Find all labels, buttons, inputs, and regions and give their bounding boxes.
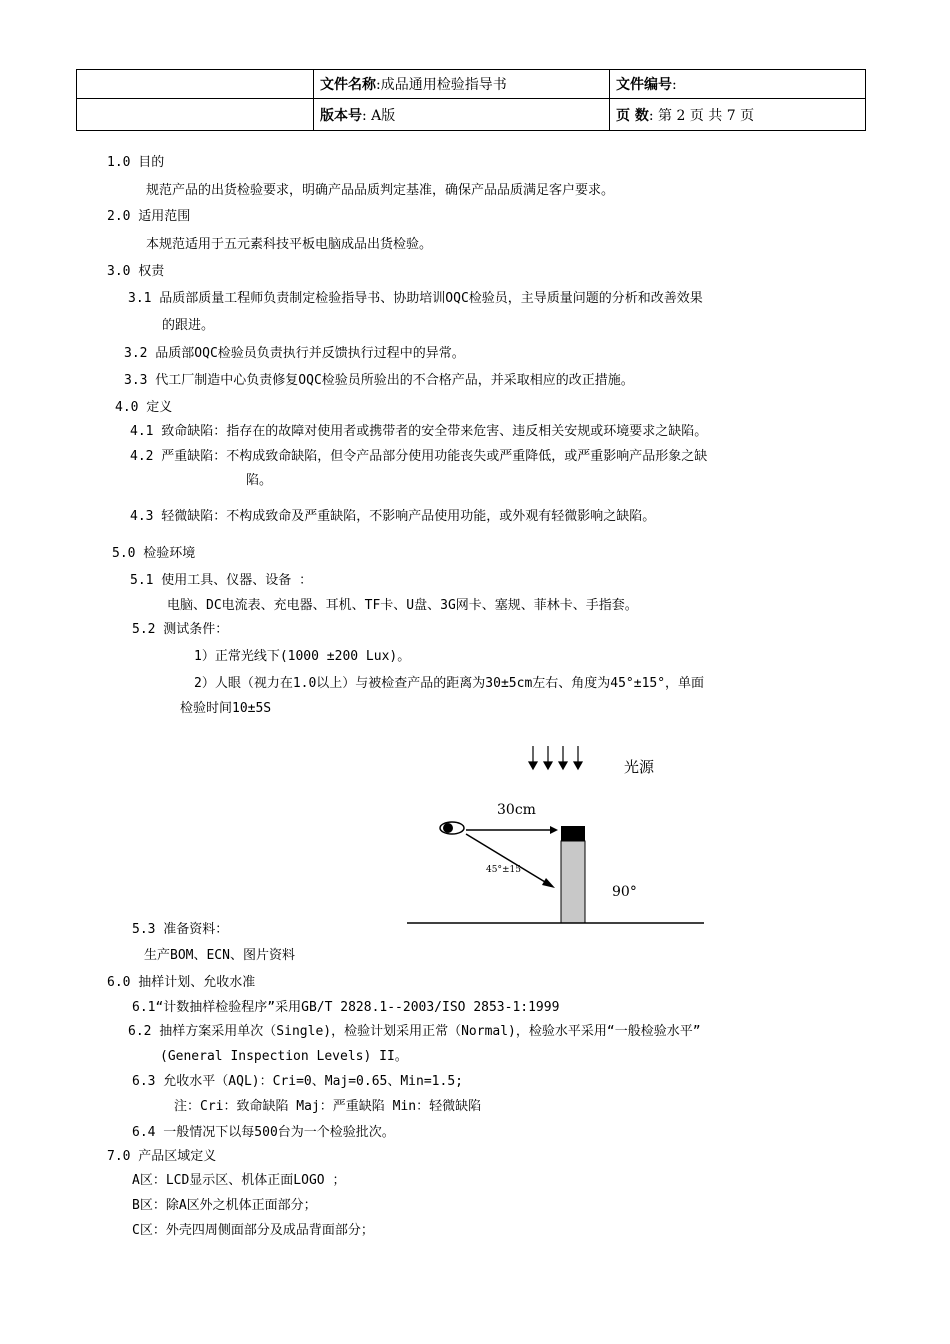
section-3-2: 3.2 品质部OQC检验员负责执行并反馈执行过程中的异常。 [124, 346, 465, 361]
doc-no-label: 文件编号 [616, 77, 672, 93]
section-6-3-note: 注：Cri：致命缺陷 Maj：严重缺陷 Min：轻微缺陷 [174, 1099, 482, 1114]
distance-arrowhead [550, 826, 558, 834]
section-6-2-cont: (General Inspection Levels) II。 [160, 1049, 408, 1064]
angle-arrow [466, 834, 550, 885]
section-5-2-2: 2）人眼（视力在1.0以上）与被检查产品的距离为30±5cm左右、角度为45°±15°，单面 [194, 676, 705, 691]
version-label: 版本号 [320, 107, 362, 124]
angle-arrowhead [542, 878, 555, 888]
section-5-3-body: 生产BOM、ECN、图片资料 [144, 948, 295, 963]
right-angle-label: 90° [612, 884, 637, 900]
inspection-diagram [400, 742, 720, 932]
section-6-3: 6.3 允收水平（AQL)：Cri=0、Maj=0.65、Min=1.5; [132, 1074, 463, 1089]
doc-no-value: : [672, 77, 677, 93]
section-7-title: 7.0 产品区域定义 [107, 1149, 217, 1164]
section-5-2: 5.2 测试条件： [132, 622, 229, 637]
header-table [76, 69, 866, 131]
light-arrows [529, 746, 582, 769]
page-label: 页 数 [616, 107, 649, 124]
section-7-b: B区：除A区外之机体正面部分； [132, 1198, 317, 1213]
version-cell [314, 99, 610, 131]
page-cell [610, 99, 866, 131]
doc-name-cell [314, 70, 610, 99]
section-6-2: 6.2 抽样方案采用单次（Single)，检验计划采用正常（Normal)，检验水平采用“一般检验水平” [128, 1024, 701, 1039]
section-6-title: 6.0 抽样计划、允收水准 [107, 975, 256, 990]
distance-label: 30cm [497, 802, 536, 818]
version-value: : A版 [362, 107, 396, 124]
section-3-3: 3.3 代工厂制造中心负责修复OQC检验员所验出的不合格产品，并采取相应的改正措施。 [124, 373, 634, 388]
section-5-title: 5.0 检验环境 [112, 546, 196, 561]
section-7-c: C区：外壳四周侧面部分及成品背面部分； [132, 1223, 374, 1238]
section-4-1: 4.1 致命缺陷：指存在的故障对使用者或携带者的安全带来危害、违反相关安规或环境要求之缺陷。 [130, 424, 708, 439]
section-4-title: 4.0 定义 [115, 400, 173, 415]
light-source-label: 光源 [624, 758, 655, 776]
section-5-2-2-cont: 检验时间10±5S [180, 701, 272, 716]
angle-label: 45°±15 [486, 865, 521, 875]
section-3-1-cont: 的跟进。 [162, 318, 215, 333]
section-6-1: 6.1“计数抽样检验程序”采用GB/T 2828.1--2003/ISO 2853-1:1999 [132, 1000, 560, 1015]
product-body [561, 841, 585, 923]
section-3-title: 3.0 权责 [107, 264, 165, 279]
section-4-2: 4.2 严重缺陷：不构成致命缺陷，但令产品部分使用功能丧失或严重降低，或严重影响产品形象之缺 [130, 449, 708, 464]
section-4-3: 4.3 轻微缺陷：不构成致命及严重缺陷，不影响产品使用功能，或外观有轻微影响之缺陷。 [130, 509, 656, 524]
section-5-1-body: 电脑、DC电流表、充电器、耳机、TF卡、U盘、3G网卡、塞规、菲林卡、手指套。 [167, 598, 638, 613]
section-5-2-1: 1）正常光线下(1000 ±200 Lux)。 [194, 649, 411, 664]
header-blank-cell [77, 70, 314, 99]
section-3-1: 3.1 品质部质量工程师负责制定检验指导书、协助培训OQC检验员，主导质量问题的分析和改善效果 [128, 291, 703, 306]
section-2-title: 2.0 适用范围 [107, 209, 191, 224]
section-7-a: A区：LCD显示区、机体正面LOGO ； [132, 1173, 346, 1188]
eye-icon [440, 822, 464, 834]
section-1-body: 规范产品的出货检验要求，明确产品品质判定基准，确保产品品质满足客户要求。 [146, 183, 615, 198]
page-value: : 第 2 页 共 7 页 [648, 107, 755, 124]
section-5-1: 5.1 使用工具、仪器、设备 ： [130, 573, 313, 588]
section-1-title: 1.0 目的 [107, 155, 165, 170]
section-5-3: 5.3 准备资料： [132, 922, 229, 937]
section-2-body: 本规范适用于五元素科技平板电脑成品出货检验。 [146, 237, 433, 252]
doc-name-label: 文件名称 [320, 77, 376, 93]
product-top [561, 826, 585, 841]
header-blank-cell-2 [77, 99, 314, 131]
section-6-4: 6.4 一般情况下以每500台为一个检验批次。 [132, 1125, 395, 1140]
doc-name-value: :成品通用检验指导书 [376, 77, 507, 93]
section-4-2-cont: 陷。 [246, 473, 273, 488]
doc-no-cell [610, 70, 866, 99]
